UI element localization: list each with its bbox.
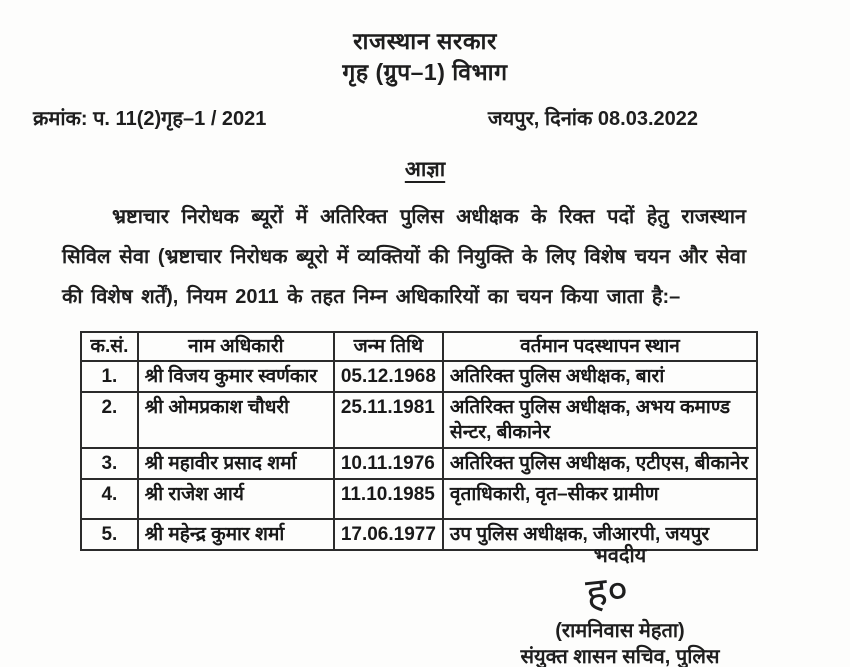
handwritten-signature-mark: ह०: [583, 566, 631, 618]
cell-dob: 17.06.1977: [334, 519, 443, 550]
signature-closing: भवदीय: [593, 545, 647, 567]
cell-serial: 5.: [81, 519, 138, 550]
table-header-row: [81, 332, 757, 361]
cell-posting: वृताधिकारी, वृत–सीकर ग्रामीण: [443, 479, 757, 519]
signatory-designation: संयुक्त शासन सचिव, पुलिस: [520, 646, 720, 667]
reference-row: [0, 104, 850, 131]
header-officer-name: नाम अधिकारी: [138, 332, 334, 361]
cell-posting: अतिरिक्त पुलिस अधीक्षक, बारां: [443, 361, 757, 392]
cell-posting: अतिरिक्त पुलिस अधीक्षक, एटीएस, बीकानेर: [443, 448, 757, 479]
signature-block: [500, 541, 740, 667]
cell-posting: अतिरिक्त पुलिस अधीक्षक, अभय कमाण्ड सेन्टर, बीकानेर: [443, 392, 757, 448]
table-row: [81, 361, 757, 392]
table-row: [81, 479, 757, 519]
header-serial-number: क.सं.: [81, 332, 138, 361]
cell-dob: 05.12.1968: [334, 361, 443, 392]
table-row: [81, 392, 757, 448]
department-name: गृह (ग्रुप–1) विभाग: [342, 59, 508, 85]
cell-name: श्री महेन्द्र कुमार शर्मा: [138, 519, 334, 550]
cell-name: श्री महावीर प्रसाद शर्मा: [138, 448, 334, 479]
cell-posting: उप पुलिस अधीक्षक, जीआरपी, जयपुर: [443, 519, 757, 550]
cell-serial: 2.: [81, 392, 138, 448]
cell-serial: 3.: [81, 448, 138, 479]
header-current-posting: वर्तमान पदस्थापन स्थान: [443, 332, 757, 361]
order-body-paragraph: भ्रष्टाचार निरोधक ब्यूरों में अतिरिक्त पुलिस अधीक्षक के रिक्त पदों हेतु राजस्थान सिविल सेवा (भ्रष्टाचार निरोधक ब्यूरो में व्यक्तियों की नियुक्ति के लिए विशेष चयन और सेवा की विशेष शर्तें), नियम 2011 के तहत निम्न अधिकारियों का चयन किया जाता है:–: [62, 206, 746, 308]
cell-serial: 1.: [81, 361, 138, 392]
header-date-of-birth: जन्म तिथि: [334, 332, 443, 361]
cell-serial: 4.: [81, 479, 138, 519]
signatory-name: (रामनिवास मेहता): [555, 620, 685, 642]
cell-dob: 25.11.1981: [334, 392, 443, 448]
reference-number: क्रमांक: प. 11(2)गृह–1 / 2021: [33, 108, 267, 130]
cell-dob: 11.10.1985: [334, 479, 443, 519]
cell-name: श्री ओमप्रकाश चौधरी: [138, 392, 334, 448]
table-row: [81, 448, 757, 479]
cell-name: श्री विजय कुमार स्वर्णकार: [138, 361, 334, 392]
cell-dob: 10.11.1976: [334, 448, 443, 479]
government-title: राजस्थान सरकार: [353, 28, 497, 54]
cell-name: श्री राजेश आर्य: [138, 479, 334, 519]
officers-table: [80, 331, 758, 551]
document-header: [0, 0, 850, 88]
order-heading: आज्ञा: [404, 158, 446, 181]
place-date: जयपुर, दिनांक 08.03.2022: [487, 108, 698, 130]
